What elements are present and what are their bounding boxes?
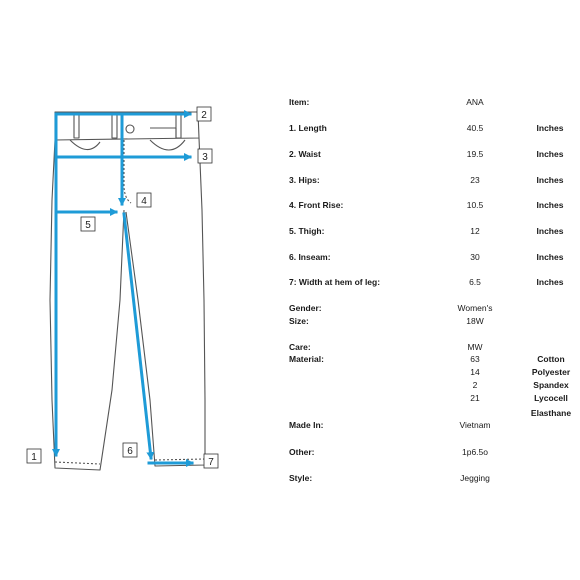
other-row: [0, 447, 580, 461]
style-row: [0, 473, 580, 487]
measurement-unit: Inches: [536, 252, 564, 262]
measurement-label: 4. Front Rise:: [289, 200, 344, 210]
svg-text:1: 1: [31, 452, 37, 463]
material-percent: 21: [470, 393, 480, 403]
size-value: 18W: [466, 316, 484, 326]
size-label: Size:: [289, 316, 309, 326]
measurement-value: 30: [470, 252, 480, 262]
other-label: Other:: [289, 447, 315, 457]
measurement-row-waist: [0, 149, 580, 163]
svg-text:2: 2: [201, 110, 207, 121]
care-value: MW: [467, 342, 483, 352]
material-name: Cotton: [537, 354, 565, 364]
gender-label: Gender:: [289, 303, 322, 313]
material-label: Material:: [289, 354, 324, 364]
made-in-row: [0, 420, 580, 434]
svg-text:6: 6: [127, 446, 133, 457]
measurement-value: 19.5: [466, 149, 484, 159]
style-value: Jegging: [460, 473, 490, 483]
material-name: Polyester: [531, 367, 571, 377]
measurement-row-hem-width: [0, 277, 580, 291]
measurement-unit: Inches: [536, 200, 564, 210]
material-name: Spandex: [533, 380, 569, 390]
material-percent: 14: [470, 367, 480, 377]
material-percent: 63: [470, 354, 480, 364]
other-value: 1p6.5o: [462, 447, 488, 457]
measurement-label: 6. Inseam:: [289, 252, 331, 262]
jeans-outline: [50, 112, 205, 470]
left-hem: [55, 462, 100, 464]
made-in-value: Vietnam: [459, 420, 491, 430]
measurement-value: 40.5: [466, 123, 484, 133]
material-row: [0, 354, 580, 418]
svg-text:5: 5: [85, 220, 91, 231]
measurement-label: 7: Width at hem of leg:: [289, 277, 381, 287]
item-label: Item:: [289, 97, 310, 107]
material-extra-name: Elasthane: [530, 408, 572, 418]
measurement-value: 12: [470, 226, 480, 236]
material-name: Lycocell: [534, 393, 568, 403]
measurement-unit: Inches: [536, 123, 564, 133]
measurement-unit: Inches: [536, 175, 564, 185]
svg-text:4: 4: [141, 196, 147, 207]
measurement-label: 3. Hips:: [289, 175, 320, 185]
gender-row: [0, 303, 580, 317]
item-row: [0, 97, 580, 111]
measurement-label: 5. Thigh:: [289, 226, 325, 236]
measurement-row-inseam: [0, 252, 580, 266]
measurement-unit: Inches: [536, 277, 564, 287]
measurement-row-thigh: [0, 226, 580, 240]
item-value: ANA: [466, 97, 484, 107]
measurement-unit: Inches: [536, 149, 564, 159]
measurement-value: 6.5: [469, 277, 481, 287]
measurement-value: 23: [470, 175, 480, 185]
measurement-row-length: [0, 123, 580, 137]
measurement-unit: Inches: [536, 226, 564, 236]
gender-value: Women's: [457, 303, 493, 313]
measurement-label: 1. Length: [289, 123, 327, 133]
svg-text:7: 7: [208, 457, 214, 468]
measurement-label: 2. Waist: [289, 149, 321, 159]
style-label: Style:: [289, 473, 313, 483]
measurement-row-hips: [0, 175, 580, 189]
measurement-value: 10.5: [466, 200, 484, 210]
svg-text:3: 3: [202, 152, 208, 163]
material-percent: 2: [472, 380, 478, 390]
care-label: Care:: [289, 342, 311, 352]
measurement-row-front-rise: [0, 200, 580, 214]
made-in-label: Made In:: [289, 420, 324, 430]
size-row: [0, 316, 580, 330]
